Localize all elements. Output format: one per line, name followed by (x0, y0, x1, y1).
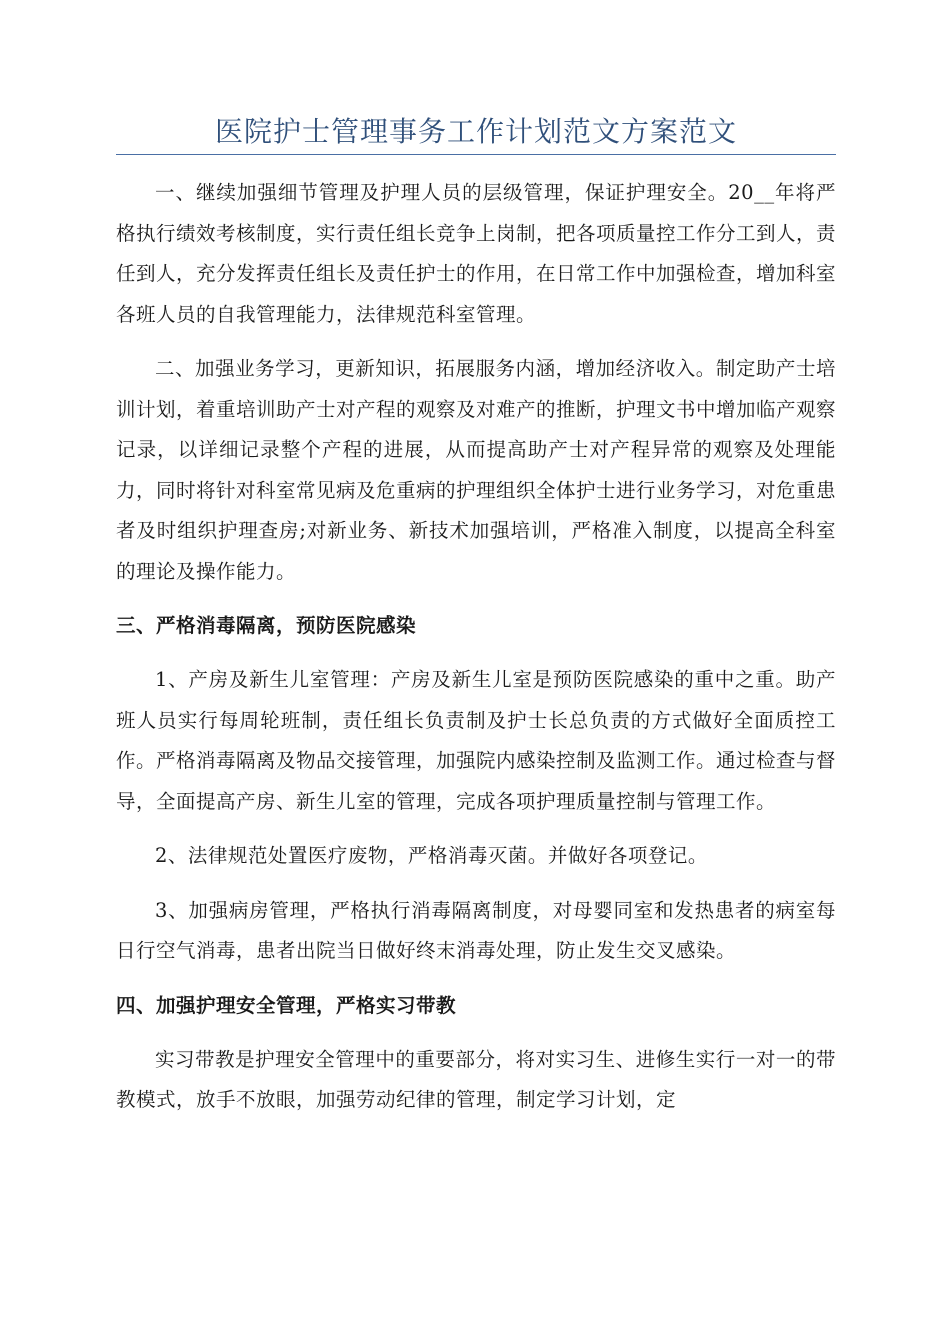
paragraph-2: 二、加强业务学习，更新知识，拓展服务内涵，增加经济收入。制定助产士培训计划，着重培训助产士对产程的观察及对难产的推断，护理文书中增加临产观察记录，以详细记录整个产程的进展，从而提高助产士对产程异常的观察及处理能力，同时将针对科室常见病及危重病的护理组织全体护士进行业务学习，对危重患者及时组织护理查房;对新业务、新技术加强培训，严格准入制度，以提高全科室的理论及操作能力。 (116, 357, 837, 583)
section-4-paragraph-1: 实习带教是护理安全管理中的重要部分，将对实习生、进修生实行一对一的带教模式，放手不放眼，加强劳动纪律的管理，制定学习计划，定 (116, 1047, 836, 1111)
document-page (116, 112, 836, 1135)
paragraph-1: 一、继续加强细节管理及护理人员的层级管理，保证护理安全。20__年将严格执行绩效考核制度，实行责任组长竞争上岗制，把各项质量控工作分工到人，责任到人，充分发挥责任组长及责任护士的作用，在日常工作中加强检查，增加科室各班人员的自我管理能力，法律规范科室管理。 (116, 181, 837, 326)
section-3-paragraph-3: 3、加强病房管理，严格执行消毒隔离制度，对母婴同室和发热患者的病室每日行空气消毒，患者出院当日做好终末消毒处理，防止发生交叉感染。 (116, 898, 836, 962)
section-3-paragraph-2: 2、法律规范处置医疗废物，严格消毒灭菌。并做好各项登记。 (155, 844, 708, 867)
section-3-paragraph-1: 1、产房及新生儿室管理：产房及新生儿室是预防医院感染的重中之重。助产班人员实行每周轮班制，责任组长负责制及护士长总负责的方式做好全面质控工作。严格消毒隔离及物品交接管理，加强院内感染控制及监测工作。通过检查与督导，全面提高产房、新生儿室的管理，完成各项护理质量控制与管理工作。 (116, 668, 837, 813)
document-title: 医院护士管理事务工作计划范文方案范文 (116, 112, 836, 155)
section-heading-3: 三、严格消毒隔离，预防医院感染 (116, 614, 417, 637)
section-heading-4: 四、加强护理安全管理，严格实习带教 (116, 993, 457, 1017)
